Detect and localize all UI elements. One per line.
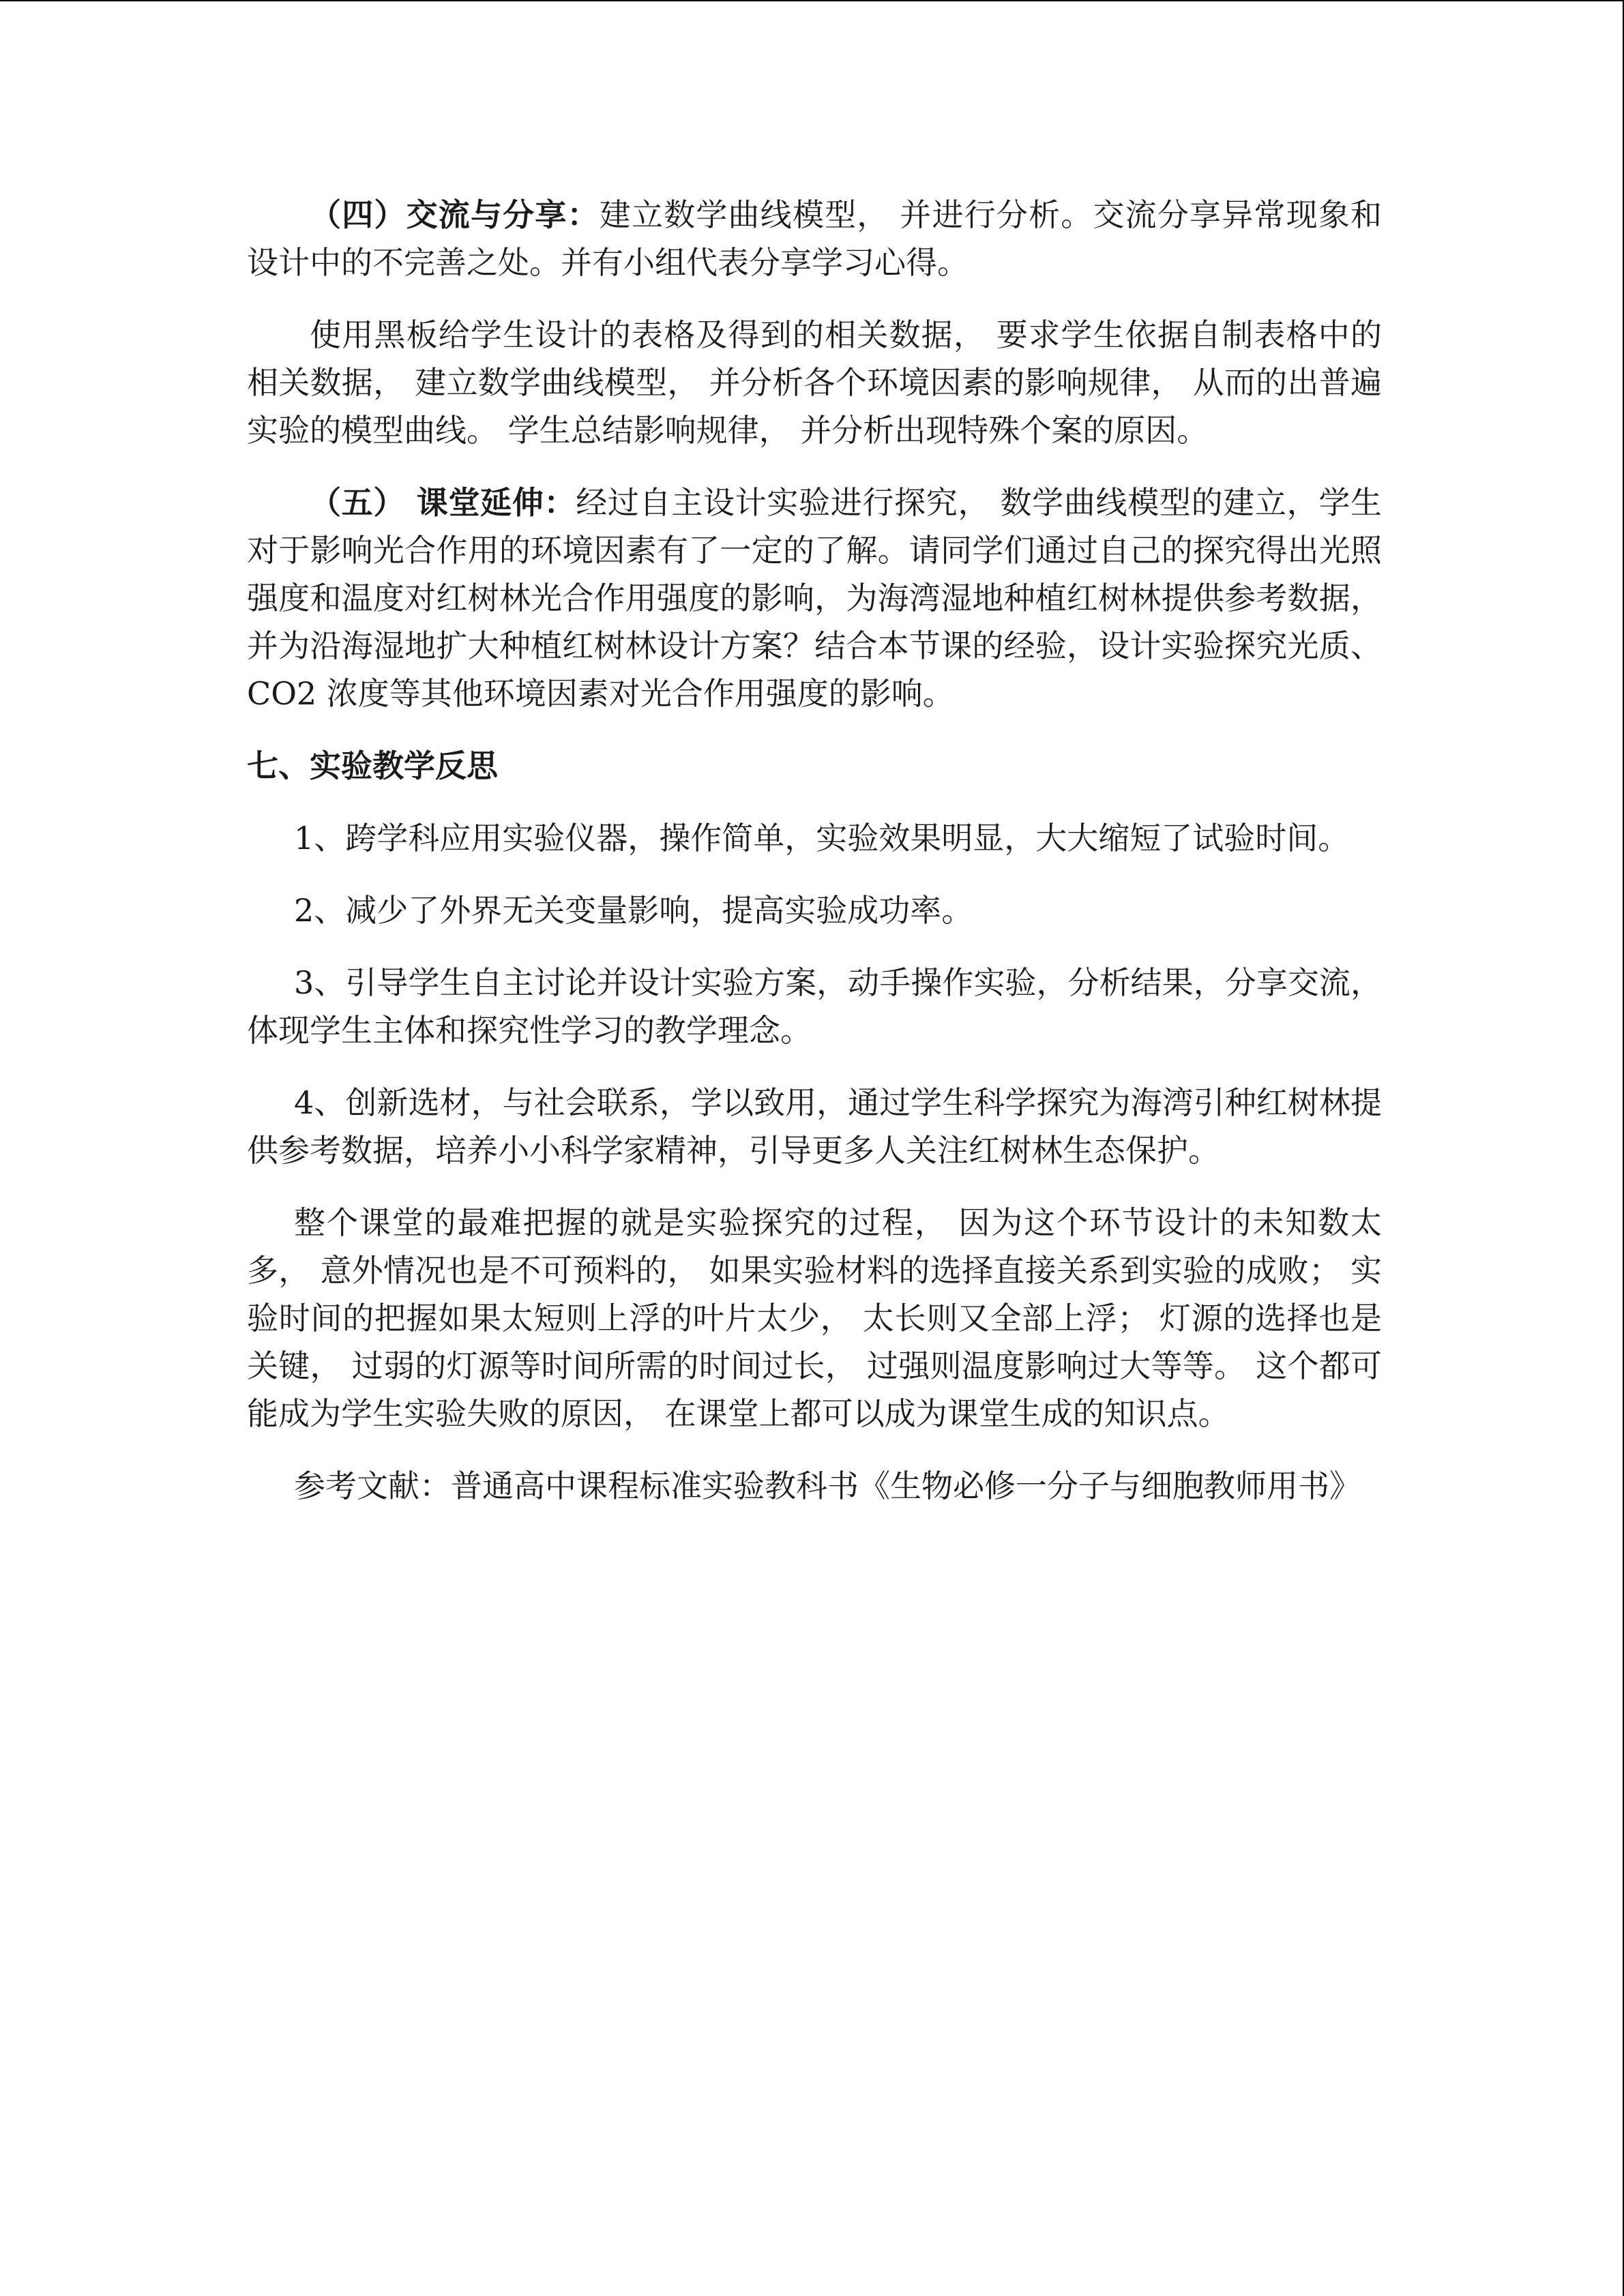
document-body xyxy=(247,191,1382,1510)
reflection-item-1: 1、跨学科应用实验仪器，操作简单，实验效果明显，大大缩短了试验时间。 xyxy=(294,820,1350,856)
reflection-item-2: 2、减少了外界无关变量影响，提高实验成功率。 xyxy=(294,892,973,929)
section-4-text: 建立数学曲线模型， 并进行分析。交流分享异常现象和设计中的不完善之处。并有小组代表分享学习心得。 xyxy=(247,196,1383,281)
section-5-paragraph xyxy=(247,479,1382,717)
section-4-paragraph xyxy=(247,191,1382,286)
section-5-label: （五） 课堂延伸： xyxy=(310,484,576,521)
reflection-item-3: 3、引导学生自主讨论并设计实验方案，动手操作实验，分析结果，分享交流，体现学生主体和探究性学习的教学理念。 xyxy=(247,964,1382,1049)
reflection-summary: 整个课堂的最难把握的就是实验探究的过程， 因为这个环节设计的未知数太多， 意外情况也是不可预料的， 如果实验材料的选择直接关系到实验的成败； 实验时间的把握如果太短则上浮的叶片太少， 太长则又全部上浮； 灯源的选择也是关键， 过弱的灯源等时间所需的时间过长， 过强则温度影响过大等等。 这个都可能成为学生实验失败的原因， 在课堂上都可以成为课堂生成的知识点。 xyxy=(247,1204,1382,1432)
section-4-label: （四）交流与分享： xyxy=(310,196,600,233)
reference-line: 参考文献：普通高中课程标准实验教科书《生物必修一分子与细胞教师用书》 xyxy=(294,1467,1361,1504)
reflection-heading: 七、实验教学反思 xyxy=(247,747,498,784)
reflection-item-4: 4、创新选材，与社会联系，学以致用，通过学生科学探究为海湾引种红树林提供参考数据，培养小小科学家精神，引导更多人关注红树林生态保护。 xyxy=(247,1084,1382,1169)
section-5-text: 经过自主设计实验进行探究， 数学曲线模型的建立，学生对于影响光合作用的环境因素有了一定的了解。请同学们通过自己的探究得出光照强度和温度对红树林光合作用强度的影响，为海湾湿地种植红树林提供参考数据，并为沿海湿地扩大种植红树林设计方案？结合本节课的经验，设计实验探究光质、 CO2 浓度等其他环境因素对光合作用强度的影响。 xyxy=(247,484,1383,712)
blackboard-paragraph: 使用黑板给学生设计的表格及得到的相关数据， 要求学生依据自制表格中的相关数据， 建立数学曲线模型， 并分析各个环境因素的影响规律， 从而的出普遍实验的模型曲线。 学生总结影响规律， 并分析出现特殊个案的原因。 xyxy=(247,316,1382,449)
page-border-top xyxy=(0,0,1624,1)
